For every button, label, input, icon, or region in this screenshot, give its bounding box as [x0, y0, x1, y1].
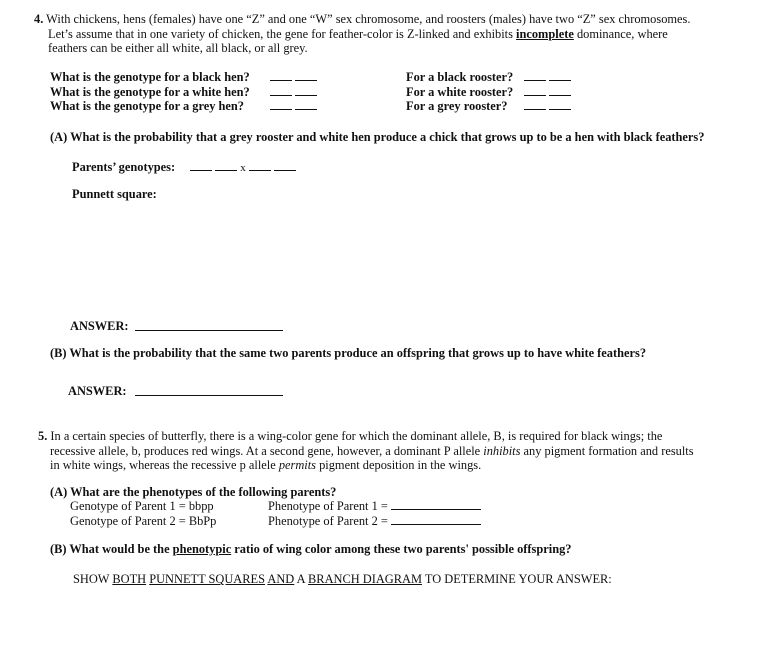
q4-answer-b-label: ANSWER:: [68, 384, 127, 398]
rooster-blanks: [524, 70, 571, 114]
blank[interactable]: [295, 100, 317, 110]
q5-partB-text-b: ratio of wing color among these two parents' possible offspring?: [231, 542, 572, 556]
blank[interactable]: [295, 71, 317, 81]
show-both: BOTH: [112, 572, 147, 586]
answer-b-blank[interactable]: [135, 386, 283, 396]
q5-show-instructions: [73, 572, 612, 587]
blank[interactable]: [190, 161, 212, 171]
parent1-phenotype-blank[interactable]: [391, 500, 481, 510]
parent2-genotype: Genotype of Parent 2 = BbPp: [70, 513, 217, 528]
parents-genotypes-blanks: [190, 160, 296, 175]
parent2-phenotype-blank[interactable]: [391, 515, 481, 525]
show-text-end: TO DETERMINE YOUR ANSWER:: [421, 572, 612, 586]
show-branch-diagram: BRANCH DIAGRAM: [308, 572, 422, 586]
parents-genotypes-label: Parents’ genotypes:: [72, 160, 176, 174]
q4-answer-a-label: ANSWER:: [70, 319, 129, 333]
q5-intro-line2b: any pigment formation and results: [520, 443, 694, 458]
hen-blanks: [270, 70, 317, 114]
q4-genotype-left: [50, 70, 250, 114]
blank[interactable]: [249, 161, 271, 171]
blank[interactable]: [270, 100, 292, 110]
q4-intro-line1: With chickens, hens (females) have one “Z” and one “W” sex chromosome, and roosters (males) have two “Z” sex chromosomes.: [46, 12, 691, 26]
parent2-phenotype-label: Phenotype of Parent 2 =: [268, 513, 388, 528]
q5-intro: [38, 429, 694, 473]
q5-intro-line2: recessive allele, b, produces red wings. At a second gene, however, a dominant P allele: [50, 443, 484, 458]
blank[interactable]: [524, 100, 546, 110]
q5-genotypes: [70, 499, 216, 528]
genotype-grey-rooster: For a grey rooster?: [406, 99, 508, 114]
blank[interactable]: [549, 71, 571, 81]
blank[interactable]: [270, 71, 292, 81]
q5-partB-question: [50, 542, 572, 557]
cross-symbol: x: [240, 162, 246, 174]
q5-phenotypes: [268, 499, 481, 528]
q5-intro-line3b: pigment deposition in the wings.: [316, 458, 482, 473]
parent1-genotype: Genotype of Parent 1 = bbpp: [70, 499, 214, 513]
q5-intro-line1: In a certain species of butterfly, there is a wing-color gene for which the dominant allele, B, is required for black wings; the: [50, 429, 663, 443]
q5-permits-emphasis: permits: [278, 458, 316, 473]
q4-incomplete-emphasis: incomplete: [516, 26, 574, 41]
blank[interactable]: [215, 161, 237, 171]
parent1-phenotype-label: Phenotype of Parent 1 =: [268, 499, 388, 513]
genotype-grey-hen: What is the genotype for a grey hen?: [50, 99, 244, 114]
q4-number: 4.: [34, 12, 44, 26]
show-punnett-squares: PUNNETT SQUARES: [149, 572, 265, 586]
q4-partA-question: (A) What is the probability that a grey rooster and white hen produce a chick that grows up to be a hen with black feathers?: [50, 130, 705, 144]
answer-a-blank[interactable]: [135, 321, 283, 331]
punnett-square-label: Punnett square:: [72, 187, 157, 201]
q5-partB-text-a: (B) What would be the: [50, 542, 173, 556]
q5-phenotypic-emphasis: phenotypic: [172, 542, 232, 556]
q4-intro: [34, 12, 690, 56]
q4-intro-line3: feathers can be either all white, all black, or all grey.: [48, 41, 308, 56]
blank[interactable]: [274, 161, 296, 171]
blank[interactable]: [524, 86, 546, 96]
show-text-a: A: [294, 572, 309, 586]
q5-number: 5.: [38, 429, 48, 443]
q5-partA-question: (A) What are the phenotypes of the following parents?: [50, 485, 337, 499]
genotype-black-hen: What is the genotype for a black hen?: [50, 70, 250, 84]
genotype-white-rooster: For a white rooster?: [406, 84, 514, 99]
q5-intro-line3a: in white wings, whereas the recessive p allele: [50, 458, 279, 473]
q4-intro-line2b: dominance, where: [573, 26, 668, 41]
show-and: AND: [267, 572, 295, 586]
q4-partB-question: (B) What is the probability that the same two parents produce an offspring that grows up to have white feathers?: [50, 346, 647, 360]
q5-inhibits-emphasis: inhibits: [483, 443, 521, 458]
show-text: SHOW: [73, 572, 113, 586]
blank[interactable]: [549, 86, 571, 96]
blank[interactable]: [549, 100, 571, 110]
genotype-black-rooster: For a black rooster?: [406, 70, 514, 84]
blank[interactable]: [524, 71, 546, 81]
blank[interactable]: [270, 86, 292, 96]
genotype-white-hen: What is the genotype for a white hen?: [50, 84, 250, 99]
q4-genotype-right: [406, 70, 513, 114]
blank[interactable]: [295, 86, 317, 96]
q4-intro-line2a: Let’s assume that in one variety of chicken, the gene for feather-color is Z-linked and exhibits: [48, 26, 517, 41]
